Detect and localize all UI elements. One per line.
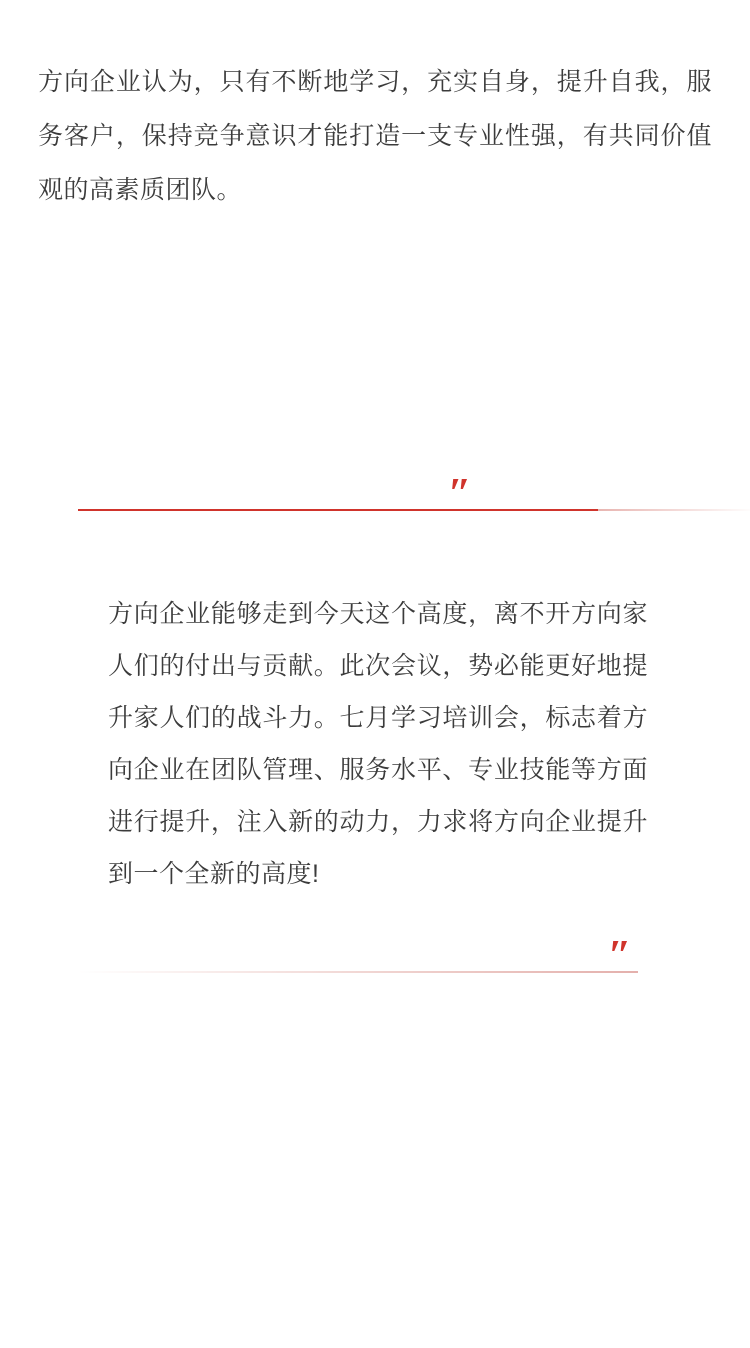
- pull-quote: [0, 455, 750, 1015]
- quote-rule-gradient-bottom: [78, 971, 638, 973]
- quote-top-divider: [78, 471, 678, 523]
- intro-paragraph: 方向企业认为，只有不断地学习，充实自身，提升自我，服务客户，保持竞争意识才能打造一支专业性强，有共同价值观的高素质团队。: [38, 68, 712, 204]
- quote-rule-gradient: [598, 509, 750, 511]
- quotation-mark-close-icon: ″: [608, 933, 630, 979]
- quotation-mark-open-icon: ″: [448, 471, 470, 517]
- quote-text: 方向企业能够走到今天这个高度，离不开方向家人们的付出与贡献。此次会议，势必能更好地提升家人们的战斗力。七月学习培训会，标志着方向企业在团队管理、服务水平、专业技能等方面进行提升，注入新的动力，力求将方向企业提升到一个全新的高度!: [108, 600, 648, 888]
- quote-body: [108, 563, 648, 925]
- intro-paragraph-block: [38, 30, 712, 242]
- quote-bottom-divider: [78, 933, 678, 995]
- quote-rule-solid: [78, 509, 598, 511]
